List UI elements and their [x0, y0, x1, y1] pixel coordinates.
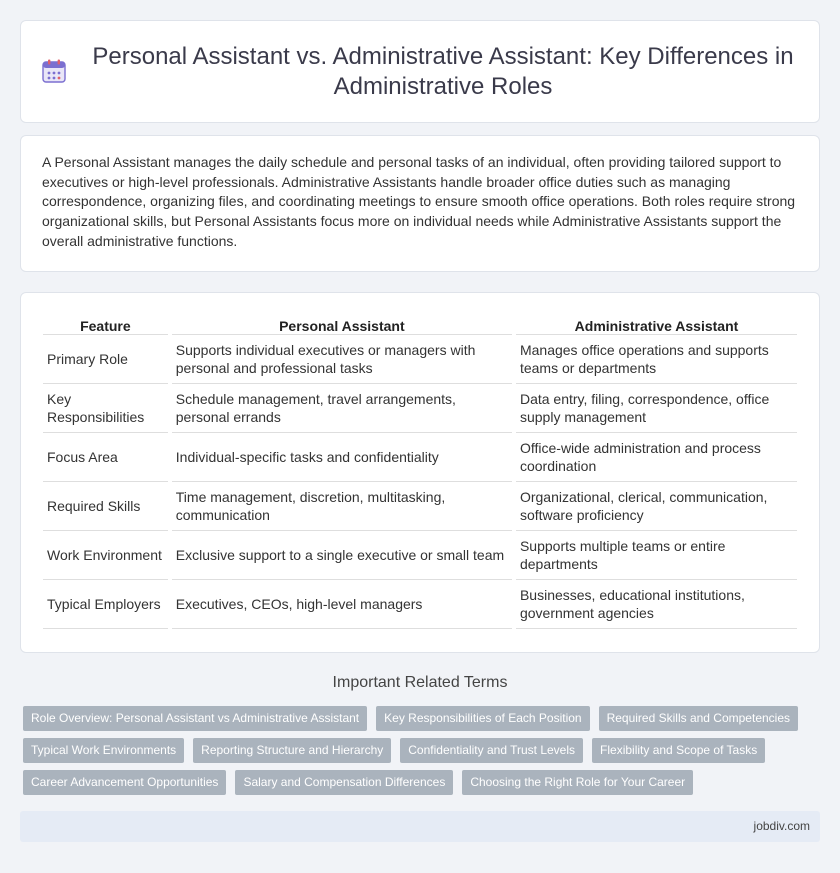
- administrative-assistant-cell: Businesses, educational institutions, government agencies: [516, 580, 797, 629]
- intro-card: [20, 135, 820, 272]
- personal-assistant-cell: Supports individual executives or managers with personal and professional tasks: [172, 335, 512, 384]
- column-header-feature: Feature: [43, 313, 168, 335]
- feature-cell: Primary Role: [43, 335, 168, 384]
- page-title: Personal Assistant vs. Administrative Assistant: Key Differences in Administrative Roles: [92, 42, 794, 100]
- feature-cell: Required Skills: [43, 482, 168, 531]
- table-row: [43, 384, 797, 433]
- related-term-tag[interactable]: Choosing the Right Role for Your Career: [462, 770, 693, 795]
- related-terms-heading: Important Related Terms: [332, 674, 508, 691]
- feature-cell: Key Responsibilities: [43, 384, 168, 433]
- footer: [20, 811, 820, 842]
- administrative-assistant-cell: Manages office operations and supports teams or departments: [516, 335, 797, 384]
- related-term-tag[interactable]: Salary and Compensation Differences: [235, 770, 453, 795]
- comparison-card: [20, 292, 820, 653]
- table-row: [43, 482, 797, 531]
- administrative-assistant-cell: Data entry, filing, correspondence, office supply management: [516, 384, 797, 433]
- intro-paragraph: A Personal Assistant manages the daily schedule and personal tasks of an individual, often providing tailored support to executives or high-level professionals. Administrative Assistants handle broader office duties such as managing correspondence, organizing files, and coordinating meetings to ensure smooth office operations. Both roles require strong organizational skills, but Personal Assistants focus more on individual needs while Administrative Assistants support the overall administrative functions.: [42, 154, 796, 249]
- personal-assistant-cell: Time management, discretion, multitasking, communication: [172, 482, 512, 531]
- personal-assistant-cell: Individual-specific tasks and confidentiality: [172, 433, 512, 482]
- administrative-assistant-cell: Office-wide administration and process coordination: [516, 433, 797, 482]
- feature-cell: Focus Area: [43, 433, 168, 482]
- administrative-assistant-cell: Organizational, clerical, communication, software proficiency: [516, 482, 797, 531]
- column-header-personal-assistant: Personal Assistant: [172, 313, 512, 335]
- related-term-tag[interactable]: Role Overview: Personal Assistant vs Administrative Assistant: [23, 706, 367, 731]
- related-terms-list: [23, 706, 823, 802]
- calendar-icon: [41, 58, 67, 84]
- footer-site-link[interactable]: jobdiv.com: [753, 819, 810, 833]
- table-row: [43, 580, 797, 629]
- related-term-tag[interactable]: Required Skills and Competencies: [599, 706, 798, 731]
- feature-cell: Work Environment: [43, 531, 168, 580]
- column-header-administrative-assistant: Administrative Assistant: [516, 313, 797, 335]
- related-term-tag[interactable]: Typical Work Environments: [23, 738, 184, 763]
- personal-assistant-cell: Executives, CEOs, high-level managers: [172, 580, 512, 629]
- table-row: [43, 433, 797, 482]
- related-term-tag[interactable]: Key Responsibilities of Each Position: [376, 706, 589, 731]
- related-term-tag[interactable]: Reporting Structure and Hierarchy: [193, 738, 391, 763]
- table-row: [43, 531, 797, 580]
- administrative-assistant-cell: Supports multiple teams or entire departments: [516, 531, 797, 580]
- related-term-tag[interactable]: Confidentiality and Trust Levels: [400, 738, 583, 763]
- personal-assistant-cell: Exclusive support to a single executive or small team: [172, 531, 512, 580]
- related-term-tag[interactable]: Career Advancement Opportunities: [23, 770, 226, 795]
- related-term-tag[interactable]: Flexibility and Scope of Tasks: [592, 738, 765, 763]
- comparison-table: [39, 313, 801, 629]
- personal-assistant-cell: Schedule management, travel arrangements, personal errands: [172, 384, 512, 433]
- table-header-row: [43, 313, 797, 335]
- feature-cell: Typical Employers: [43, 580, 168, 629]
- header-card: [20, 20, 820, 123]
- table-row: [43, 335, 797, 384]
